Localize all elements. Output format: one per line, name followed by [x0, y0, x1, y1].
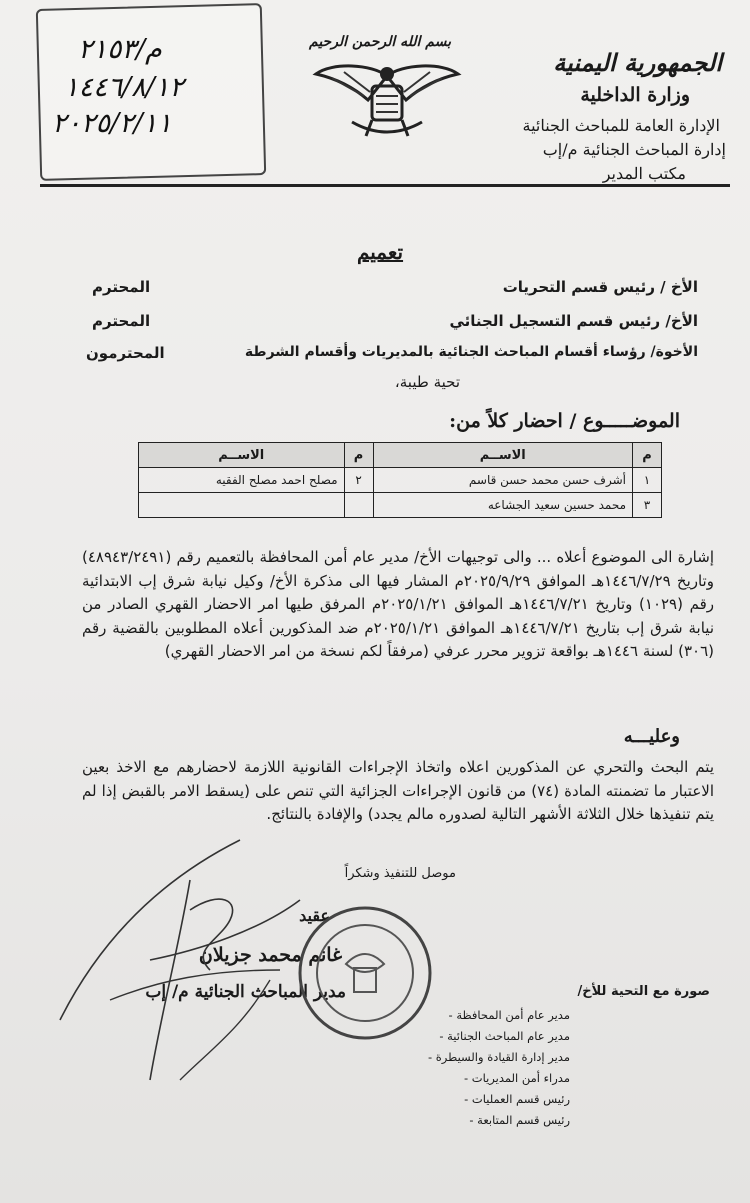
- branch-department: إدارة المباحث الجنائية م/إب: [542, 140, 726, 159]
- copy-recipient: مدير عام المباحث الجنائية -: [439, 1029, 570, 1043]
- person-name: [139, 493, 345, 518]
- official-seal-icon: [296, 904, 434, 1042]
- basmala: بسم الله الرحمن الرحيم: [309, 34, 451, 50]
- header-divider: [40, 184, 730, 187]
- column-header-name: الاســم: [139, 443, 345, 468]
- director-office: مكتب المدير: [602, 164, 686, 183]
- addressee-3-honorific: المحترمون: [86, 344, 165, 362]
- column-header-number: م: [633, 443, 662, 468]
- row-number: ٣: [633, 493, 662, 518]
- column-header-number: م: [344, 443, 373, 468]
- copy-recipient: رئيس قسم المتابعة -: [469, 1113, 570, 1127]
- ministry-name: وزارة الداخلية: [580, 84, 690, 106]
- person-name: أشرف حسن محمد حسن قاسم: [373, 468, 632, 493]
- body-paragraph: إشارة الى الموضوع أعلاه ... والى توجيهات الأخ/ مدير عام أمن المحافظة بالتعميم رقم (٤٨٩٤٣/٢٤٩١) وتاريخ ١٤٤٦/٧/٢٩هـ الموافق ٢٠٢٥/٩/٢٩م المشار فيها الى مذكرة الأخ/ وكيل نيابة شرق إب الابتدائية رقم (١٠٢٩) وتاريخ ١٤٤٦/٧/٢١هـ الموافق ٢٠٢٥/١/٢١م المرفق طيها امر الاحضار القهري الصادر من نيابة شرق إب بتاريخ ١٤٤٦/٧/٢١هـ الموافق ٢٠٢٥/١/٢١م ضد المذكورين أعلاه المطلوبين بالقضية رقم (٣٠٦) لسنة ١٤٤٦هـ بواقعة تزوير محرر عرفي (مرفقاً لكم نسخة من امر الاحضار القهري): [82, 548, 714, 660]
- copies-heading: صورة مع التحية للأخ/: [577, 984, 710, 999]
- copy-recipient: رئيس قسم العمليات -: [464, 1092, 570, 1106]
- subject-line: الموضـــــوع / احضار كلاً من:: [449, 410, 680, 432]
- instruction-paragraph: يتم البحث والتحري عن المذكورين اعلاه واتخاذ الإجراءات القانونية اللازمة لاحضارهم مع الاخذ بعين الاعتبار ما تضمنته المادة (٧٤) من قانون الإجراءات الجزائية التي تنص على (يسقط الامر بالقبض إذا لم يتم تنفيذها خلال الثلاثة الأشهر التالية لصدوره مالم يجدد) والإفادة بالنتائج.: [82, 758, 714, 823]
- table-row: [139, 493, 662, 518]
- wanted-persons-table: [138, 442, 662, 518]
- column-header-name: الاســم: [373, 443, 632, 468]
- signatory-rank: عقيد: [299, 906, 330, 925]
- person-name: محمد حسين سعيد الجشاعه: [373, 493, 632, 518]
- signatory-position: مدير المباحث الجنائية م/ إب: [145, 982, 346, 1002]
- eagle-emblem-icon: [312, 56, 462, 144]
- handwritten-signature-icon: [40, 820, 340, 1100]
- greeting: تحية طيبة،: [394, 373, 460, 391]
- row-number: [344, 493, 373, 518]
- signatory-name: غانم محمد جزيلان: [198, 944, 342, 966]
- addressee-1: الأخ / رئيس قسم التحريات: [502, 278, 698, 296]
- general-department: الإدارة العامة للمباحث الجنائية: [522, 116, 720, 135]
- copy-recipient: مدير عام أمن المحافظة -: [449, 1008, 571, 1022]
- row-number: ٢: [344, 468, 373, 493]
- addressee-2: الأخ/ رئيس قسم التسجيل الجنائي: [449, 312, 698, 330]
- addressee-2-honorific: المحترم: [92, 312, 151, 330]
- document-title: تعميم: [356, 240, 404, 264]
- therefore-heading: وعليـــه: [623, 726, 680, 747]
- row-number: ١: [633, 468, 662, 493]
- addressee-1-honorific: المحترم: [92, 278, 151, 296]
- addressee-3: الأخوة/ رؤساء أقسام المباحث الجنائية بالمديريات وأقسام الشرطة: [244, 344, 698, 360]
- republic-name: الجمهورية اليمنية: [553, 48, 722, 77]
- person-name: مصلح احمد مصلح الفقيه: [139, 468, 345, 493]
- gregorian-date: ٢٠٢٥/٢/١١: [52, 108, 172, 139]
- table-row: [139, 468, 662, 493]
- hijri-date: ١٤٤٦/٨/١٢: [64, 72, 184, 103]
- copy-recipient: مدير إدارة القيادة والسيطرة -: [428, 1050, 570, 1064]
- copy-recipient: مدراء أمن المديريات -: [464, 1071, 570, 1085]
- closing-line: موصل للتنفيذ وشكراً: [344, 866, 456, 881]
- reference-number: م/٢١٥٣: [78, 34, 162, 65]
- table-header-row: [139, 443, 662, 468]
